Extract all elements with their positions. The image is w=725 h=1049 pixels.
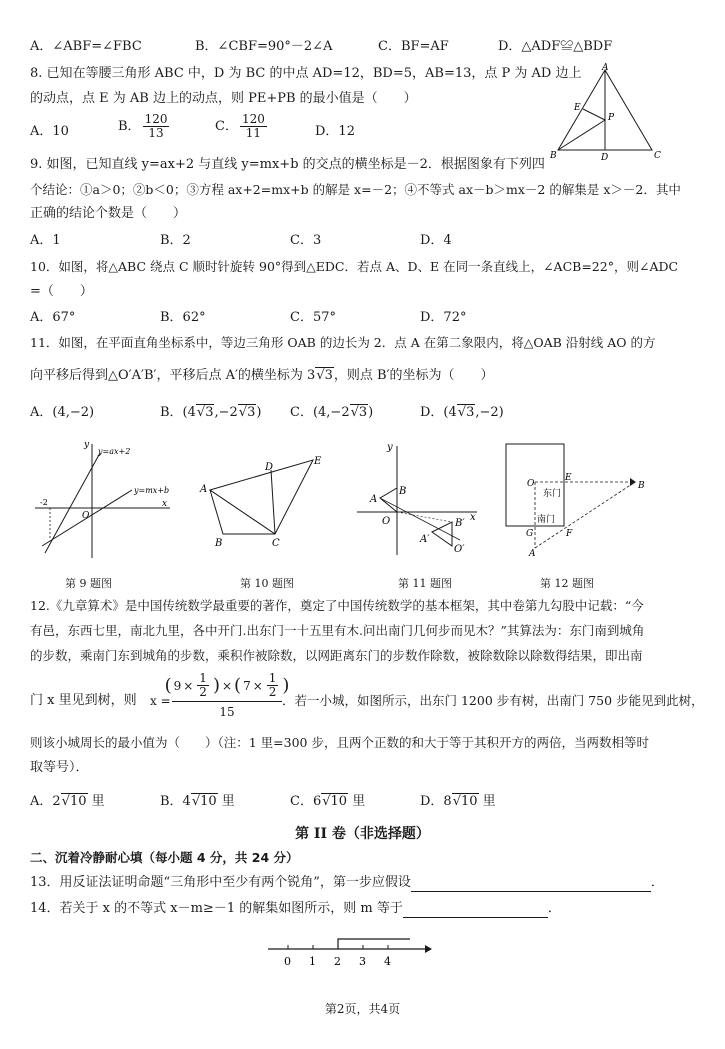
q10-stem-line1: 10．如图，将△ABC 绕点 C 顺时针旋转 90°得到△EDC．若点 A、D、E 在同一条直线上，∠ACB=22°，则∠ADC — [30, 259, 679, 274]
q14-answer-blank[interactable] — [403, 903, 548, 918]
figure-q9 — [30, 438, 175, 568]
f10-label-e: E — [314, 456, 322, 467]
caption-fig9: 第 9 题图 — [65, 577, 112, 590]
caption-fig12: 第 12 题图 — [540, 577, 594, 590]
q12-option-d: D．8√10 里 — [420, 794, 496, 809]
tick-0: 0 — [284, 955, 291, 968]
f12-label-south-gate: 南门 — [537, 515, 556, 525]
f10-label-a: A — [200, 484, 208, 495]
figure-q12 — [500, 438, 650, 563]
q12-stem-line4-post: ．若一小城，如图所示，出东门 1200 步有树，出南门 750 步能见到此树， — [282, 693, 704, 708]
f12-label-a: A — [529, 549, 536, 559]
page-footer: 第2页，共4页 — [324, 1002, 401, 1016]
q14-stem: 14．若关于 x 的不等式 x－m≥－1 的解集如图所示，则 m 等于 ． — [30, 901, 561, 916]
tick-1: 1 — [309, 955, 316, 968]
q8-label-d: D — [601, 153, 609, 162]
q8-option-d: D．12 — [315, 124, 355, 139]
q12-stem-line5: 则该小城周长的最小值为（ ）（注：1 里=300 步，且两个正数的和大于等于其积开方的两倍，当两数相等时 — [30, 735, 649, 750]
q11-option-b: B．(4√3,−2√3) — [160, 405, 262, 420]
q12-stem-line3: 的步数，乘南门东到城角的步数，乘积作被除数，以网距离东门的步数作除数，被除数除以除数得结果，即出南 — [30, 648, 643, 663]
f9-x-label: x — [162, 499, 168, 509]
f12-label-f: F — [566, 529, 573, 539]
q9-stem-line1: 9. 如图，已知直线 y=ax+2 与直线 y=mx+b 的交点的横坐标是－2．根据图象有下列四 — [30, 157, 545, 172]
q10-option-b: B．62° — [160, 310, 206, 325]
tick-4: 4 — [384, 955, 391, 968]
q8-option-c: C． $\frac{120}{11}$ — [215, 112, 265, 140]
q8-option-b: B． $\frac{120}{13}$ — [118, 112, 168, 140]
f12-label-b: B — [638, 481, 645, 491]
tick-2: 2 — [334, 955, 341, 968]
f11-y-label: y — [387, 442, 393, 453]
q9-option-c: C．3 — [290, 233, 322, 248]
q8-label-b: B — [550, 151, 557, 161]
f12-label-e: E — [565, 473, 572, 483]
f12-label-east-gate: 东门 — [543, 489, 562, 499]
q12-stem-line6: 取等号）． — [30, 760, 89, 775]
q12-stem-line2: 有邑，东西七里，南北九里，各中开门.出东门一十五里有木.问出南门几何步而见木？”其算法为：东门南到城角 — [30, 623, 645, 638]
f11-label-b: B — [399, 486, 407, 497]
q10-stem-line2: =（ ） — [30, 284, 93, 299]
q13-stem: 13．用反证法证明命题“三角形中至少有两个锐角”，第一步应假设 ． — [30, 875, 664, 890]
f10-label-c: C — [272, 538, 280, 548]
f11-label-a: A — [370, 494, 378, 505]
q7-option-a: A．∠ABF=∠FBC — [30, 39, 142, 54]
q12-option-a: A．2√10 里 — [30, 794, 105, 809]
caption-fig11: 第 11 题图 — [398, 577, 452, 590]
q9-option-b: B．2 — [160, 233, 191, 248]
q9-stem-line3: 正确的结论个数是（ ） — [30, 206, 187, 221]
q8-label-a: A — [602, 63, 609, 73]
f10-label-d: D — [265, 462, 274, 473]
f9-y-label: y — [84, 440, 90, 450]
part2-section-heading: 二、沉着冷静耐心填（每小题 4 分，共 24 分） — [30, 850, 299, 865]
f9-line1-label: y=ax+2 — [98, 447, 131, 456]
figure-q11 — [352, 440, 482, 560]
f9-line2-label: y=mx+b — [134, 486, 170, 495]
f12-label-o: O — [527, 479, 535, 489]
caption-fig10: 第 10 题图 — [240, 577, 294, 590]
q11-option-c: C．(4,−2√3) — [290, 405, 374, 420]
q8-label-e: E — [574, 103, 581, 113]
q11-stem-line2: 向平移后得到△O′A′B′，平移后点 A′的横坐标为 3√3，则点 B′的坐标为（ ） — [30, 368, 494, 383]
q11-stem-line1: 11．如图，在平面直角坐标系中，等边三角形 OAB 的边长为 2．点 A 在第二象限内，将△OAB 沿射线 AO 的方 — [30, 335, 656, 350]
q11-option-d: D．(4√3,−2) — [420, 405, 504, 420]
f11-label-o-prime: O′ — [454, 544, 465, 555]
q9-stem-line2: 个结论：①a＞0；②b＜0；③方程 ax+2=mx+b 的解是 x=－2；④不等式 ax－b＞mx－2 的解集是 x＞－2．其中 — [30, 182, 681, 197]
q10-option-c: C．57° — [290, 310, 336, 325]
f11-label-b-prime: B′ — [455, 518, 465, 529]
q14-number-line — [260, 933, 440, 973]
q8-stem-line1: 8. 已知在等腰三角形 ABC 中，D 为 BC 的中点 AD=12，BD=5，AB=13，点 P 为 AD 边上 — [30, 66, 582, 81]
f12-label-g: G — [526, 529, 534, 539]
q7-option-c: C．BF=AF — [378, 39, 449, 54]
f10-label-b: B — [215, 538, 223, 548]
figure-q10 — [195, 448, 335, 548]
q11-option-a: A．(4,−2) — [30, 405, 95, 420]
f11-x-label: x — [470, 512, 476, 523]
q8-option-a: A．10 — [30, 124, 69, 139]
part2-title: 第 II 卷（非选择题） — [295, 826, 430, 842]
q12-option-b: B．4√10 里 — [160, 794, 235, 809]
q10-option-d: D．72° — [420, 310, 467, 325]
f9-neg2-label: -2 — [40, 498, 48, 507]
q10-option-a: A．67° — [30, 310, 76, 325]
q8-label-p: P — [608, 113, 615, 123]
q7-option-d: D．△ADF≌△BDF — [498, 39, 613, 54]
q8-triangle-figure — [550, 62, 675, 162]
q8-stem-line2: 的动点，点 E 为 AB 边上的动点，则 PE+PB 的最小值是（ ） — [30, 91, 417, 106]
q8-label-c: C — [654, 151, 661, 161]
q9-option-d: D．4 — [420, 233, 452, 248]
f11-label-o: O — [382, 516, 391, 527]
q12-option-c: C．6√10 里 — [290, 794, 366, 809]
tick-3: 3 — [359, 955, 366, 968]
q13-answer-blank[interactable] — [411, 877, 651, 892]
f9-origin-label: O — [82, 511, 90, 521]
q12-stem-line4: 门 x 里见到树，则 — [30, 693, 137, 708]
f11-label-a-prime: A′ — [420, 534, 430, 545]
q12-stem-line1: 12.《九章算术》是中国传统数学最重要的著作，奠定了中国传统数学的基本框架，其中卷第九勾股中记载：“今 — [30, 598, 644, 613]
q7-option-b: B．∠CBF=90°－2∠A — [195, 39, 333, 54]
q9-option-a: A．1 — [30, 233, 61, 248]
